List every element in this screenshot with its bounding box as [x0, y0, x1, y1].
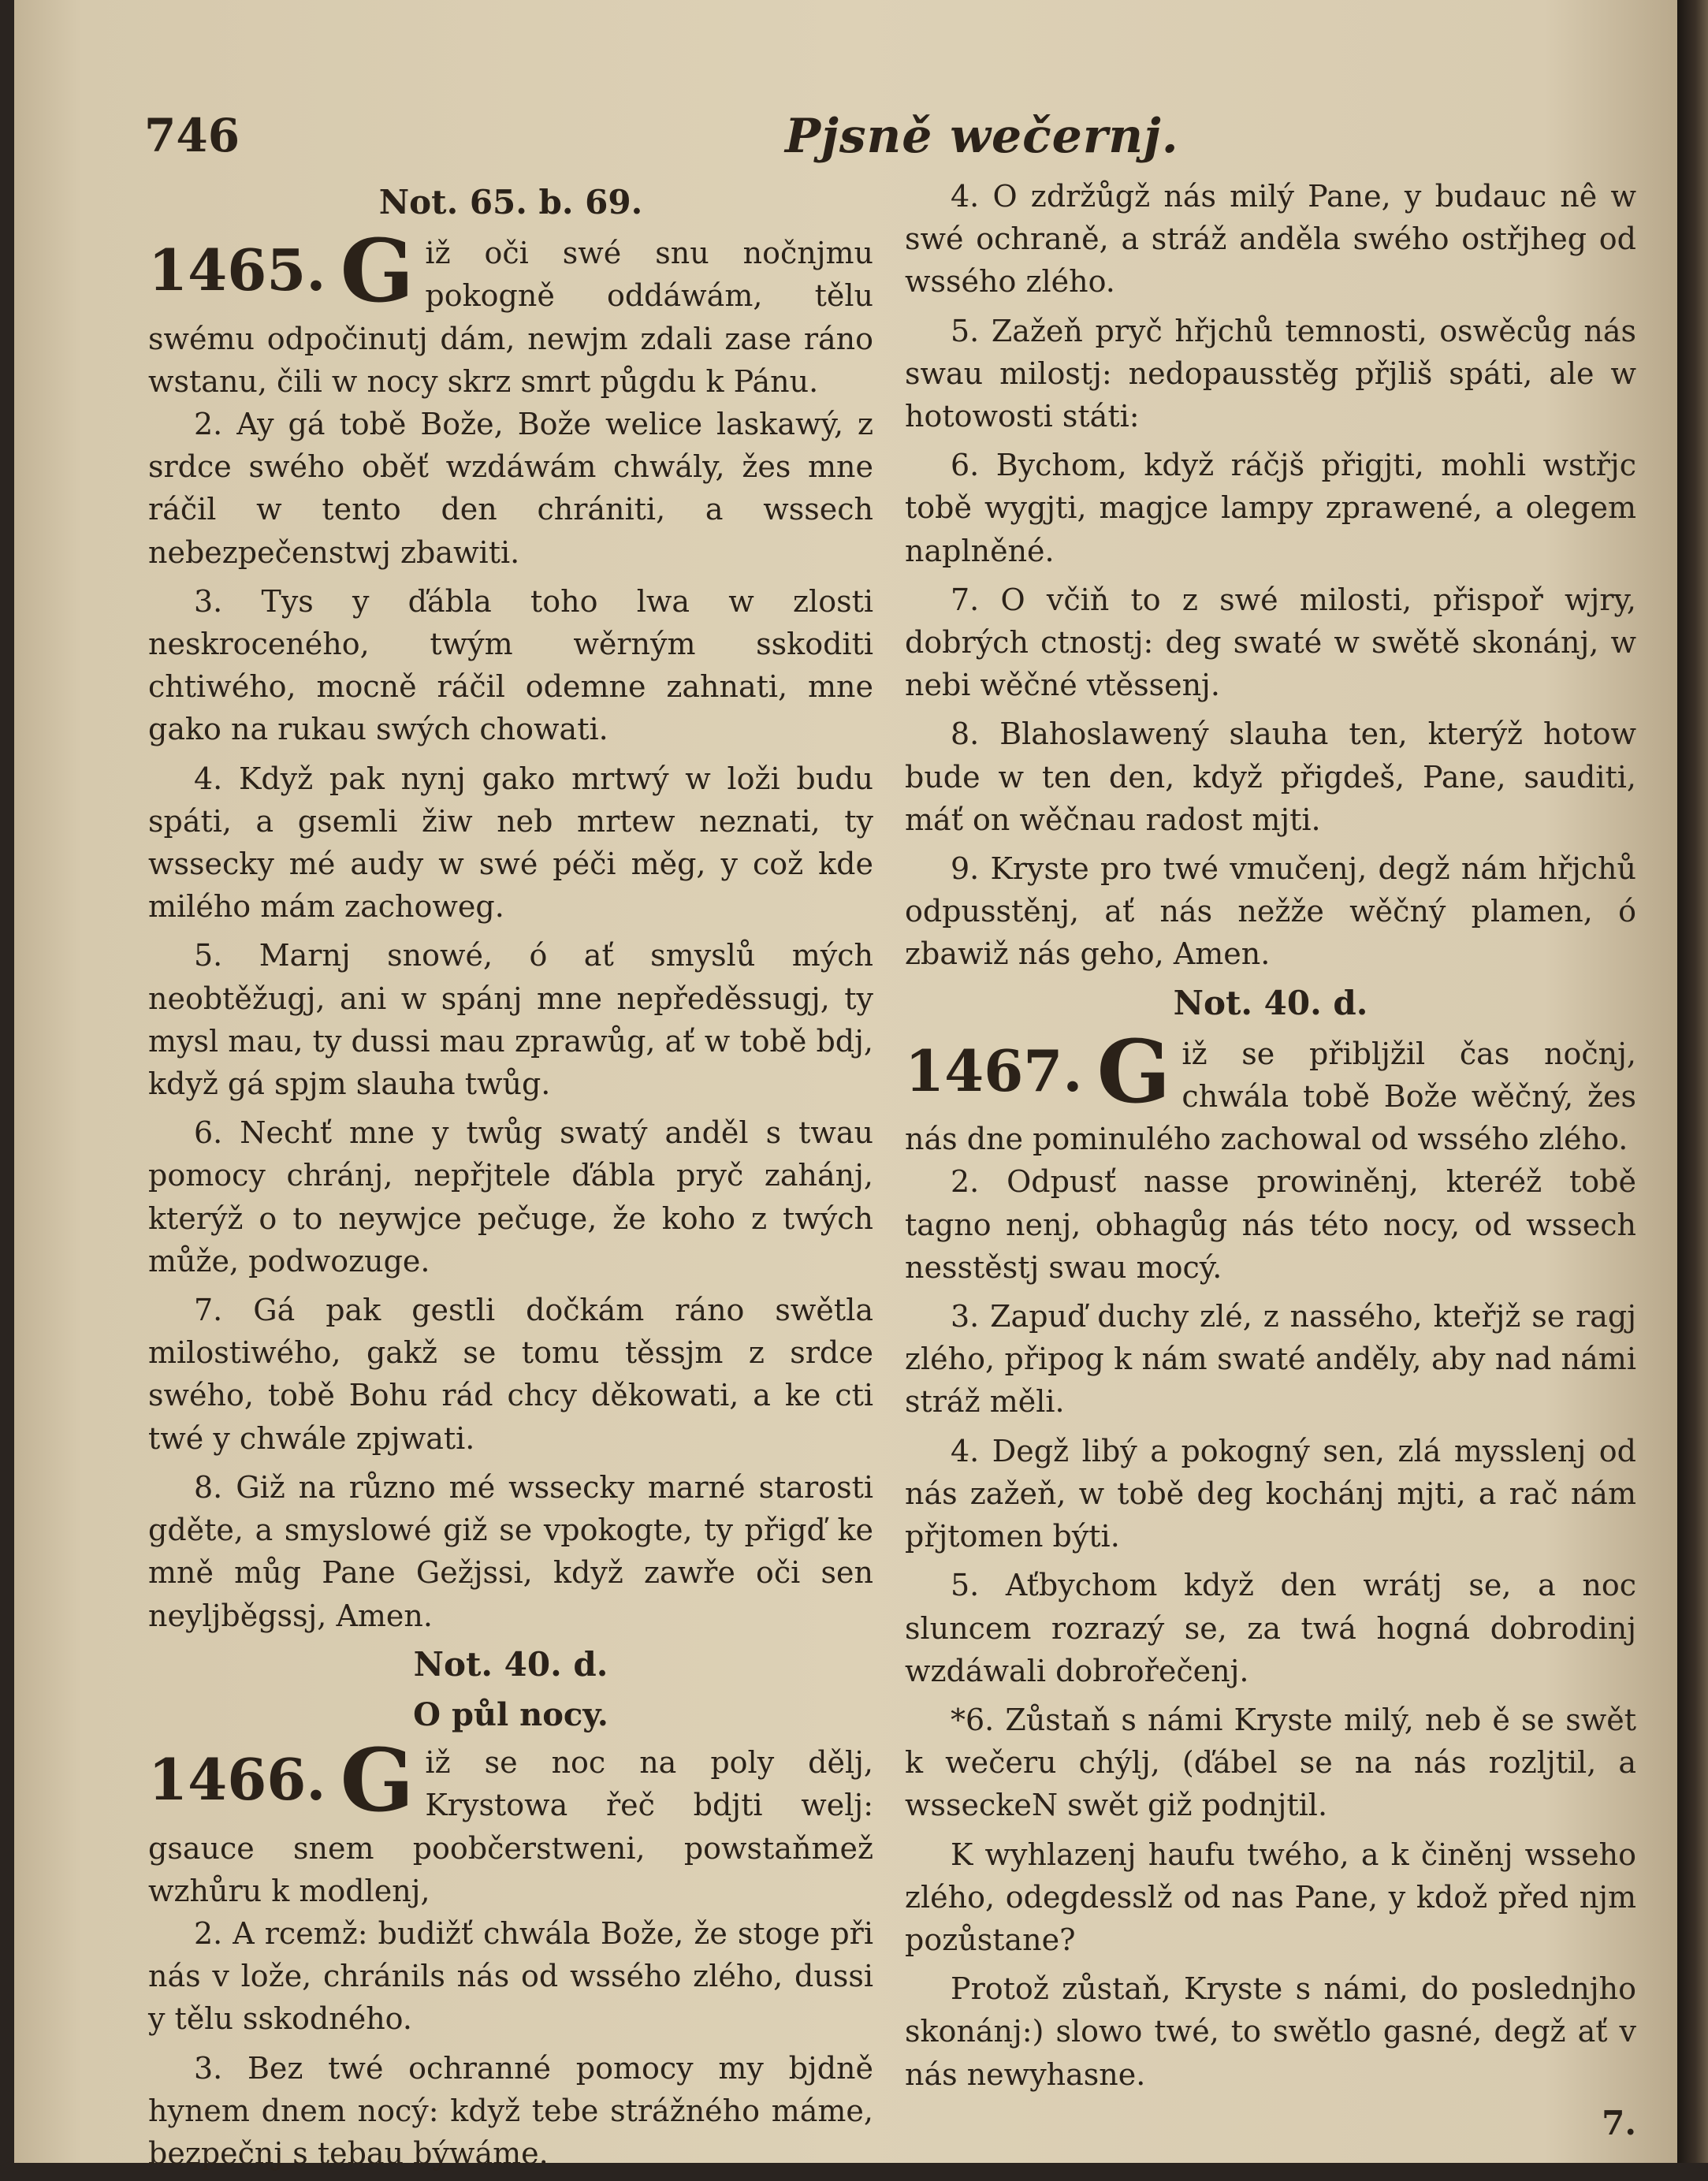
stanza-first: iž se noc na poly dělj, Krystowa řeč bdjti welj: gsauce snem poobčerstweni, powstaňmež wzhůru k modlenj,	[148, 1745, 873, 1908]
running-title: Pjsně wečernj.	[785, 109, 1179, 164]
hymn-number: 1465.	[148, 236, 326, 304]
stanza: 8. Giž na různo mé wssecky marné starosti gděte, a smyslowé giž se vpokogte, ty přigď ke mně můg Pane Gežjssi, když zawře oči sen neyljběgssj, Amen.	[148, 1469, 873, 1633]
stanza: 3. Bez twé ochranné pomocy my bjdně hynem dnem nocý: když tebe strážného máme, bezpečnj s tebau býwáme.	[148, 2050, 873, 2171]
stanza: 6. Bychom, když ráčjš přigjti, mohli wstřjc tobě wygjti, magjce lampy zprawené, a olegem naplněné.	[905, 448, 1636, 568]
drop-cap: G	[340, 220, 415, 322]
stanza-first: iž oči swé snu nočnjmu pokogně oddáwám, tělu swému odpočinutj dám, newjm zdali zase ráno wstanu, čili w nocy skrz smrt půgdu k Pánu.	[148, 236, 873, 399]
stanza: 5. Zažeň pryč hřjchů temnosti, oswěcůg nás swau milostj: nedopausstěg přjliš spáti, ale w hotowosti státi:	[905, 313, 1636, 434]
hymn-subtitle: O půl nocy.	[413, 1695, 608, 1733]
hymn-1466-head	[148, 1729, 873, 1912]
hymn-number: 1467.	[905, 1037, 1083, 1104]
stanza: 3. Tys y ďábla toho lwa w zlosti neskroceného, twým wěrným sskoditi chtiwého, mocně ráčil odemne zahnati, mne gako na rukau swých chowati.	[148, 583, 873, 747]
hymn-1467-head	[905, 1020, 1636, 1161]
tune-note: Not. 40. d.	[413, 1644, 608, 1684]
stanza: 9. Kryste pro twé vmučenj, degž nám hřjchů odpusstěnj, ať nás nežže wěčný plamen, ó zbawiž nás geho, Amen.	[905, 851, 1636, 972]
tune-note: Not. 65. b. 69.	[378, 183, 643, 221]
page-header	[14, 109, 1677, 164]
drop-cap: G	[340, 1729, 415, 1832]
stanza: 6. Nechť mne y twůg swatý anděl s twau pomocy chránj, nepřjtele ďábla pryč zahánj, kterýž o to neywjce pečuge, že koho z twých může, podwozuge.	[148, 1115, 873, 1278]
stanza: K wyhlazenj haufu twého, a k činěnj wsseho zlého, odegdesslž od nas Pane, y kdož před njm pozůstane?	[905, 1837, 1636, 1957]
stanza: 2. Odpusť nasse prowiněnj, kteréž tobě tagno nenj, obhagůg nás této nocy, od wssech nesstěstj swau mocý.	[905, 1164, 1636, 1285]
stanza: *6. Zůstaň s námi Kryste milý, neb ě se swět k wečeru chýlj, (ďábel se na nás rozljtil, a wsseckeN swět giž podnjtil.	[905, 1702, 1636, 1823]
book-page	[14, 0, 1677, 2171]
stanza: 7. Gá pak gestli dočkám ráno swětla milostiwého, gakž se tomu těssjm z srdce swého, tobě Bohu rád chcy děkowati, a ke cti twé y chwále zpjwati.	[148, 1293, 873, 1456]
hymn-number: 1466.	[148, 1746, 326, 1814]
catchword: 7.	[1602, 2103, 1636, 2142]
stanza: 2. Ay gá tobě Bože, Bože welice laskawý, z srdce swého oběť wzdáwám chwály, žes mne ráčil w tento den chrániti, a wssech nebezpečenstwj zbawiti.	[148, 407, 873, 570]
hymn-1465-head	[148, 220, 873, 403]
stanza: 3. Zapuď duchy zlé, z nassého, kteřjž se ragj zlého, připog k nám swaté anděly, aby nad námi stráž měli.	[905, 1299, 1636, 1420]
stanza: 2. A rcemž: budižť chwála Bože, že stoge při nás v lože, chránils nás od wssého zlého, dussi y tělu sskodného.	[148, 1915, 873, 2037]
stanza: 7. O včiň to z swé milosti, přispoř wjry, dobrých ctnostj: deg swaté w swětě skonánj, w nebi wěčné vtěssenj.	[905, 582, 1636, 703]
stanza: 4. Degž libý a pokogný sen, zlá mysslenj od nás zažeň, w tobě deg kochánj mjti, a rač nám přjtomen býti.	[905, 1433, 1636, 1554]
drop-cap: G	[1096, 1020, 1171, 1122]
right-column	[905, 175, 1636, 2145]
stanza: 4. O zdržůgž nás milý Pane, y budauc nê w swé ochraně, a stráž anděla swého ostřjheg od wssého zlého.	[905, 179, 1636, 300]
stanza: 4. Když pak nynj gako mrtwý w loži budu spáti, a gsemli žiw neb mrtew neznati, ty wssecky mé audy w swé péči měg, y což kde milého mám zachoweg.	[148, 761, 873, 925]
tune-note: Not. 40. d.	[1173, 983, 1368, 1022]
stanza: 8. Blahoslawený slauha ten, kterýž hotow bude w ten den, když přigdeš, Pane, sauditi, máť on wěčnau radost mjti.	[905, 716, 1636, 837]
page-number: 746	[144, 109, 240, 162]
stanza-first: iž se přibljžil čas nočnj, chwála tobě Bože wěčný, žes nás dne pominulého zachowal od wssého zlého.	[905, 1036, 1636, 1157]
stanza: 5. Marnj snowé, ó ať smyslů mých neobtěžugj, ani w spánj mne nepředěssugj, ty mysl mau, ty dussi mau zprawůg, ať w tobě bdj, když gá spjm slauha twůg.	[148, 938, 873, 1102]
next-page-edge	[1677, 0, 1708, 2163]
left-column	[148, 175, 873, 2181]
stanza: 5. Aťbychom když den wrátj se, a noc sluncem rozrazý se, za twá hogná dobrodinj wzdáwali dobrořečenj.	[905, 1568, 1636, 1688]
stanza: Protož zůstaň, Kryste s námi, do poslednjho skonánj:) slowo twé, to swětlo gasné, degž ať v nás newyhasne.	[905, 1971, 1636, 2092]
